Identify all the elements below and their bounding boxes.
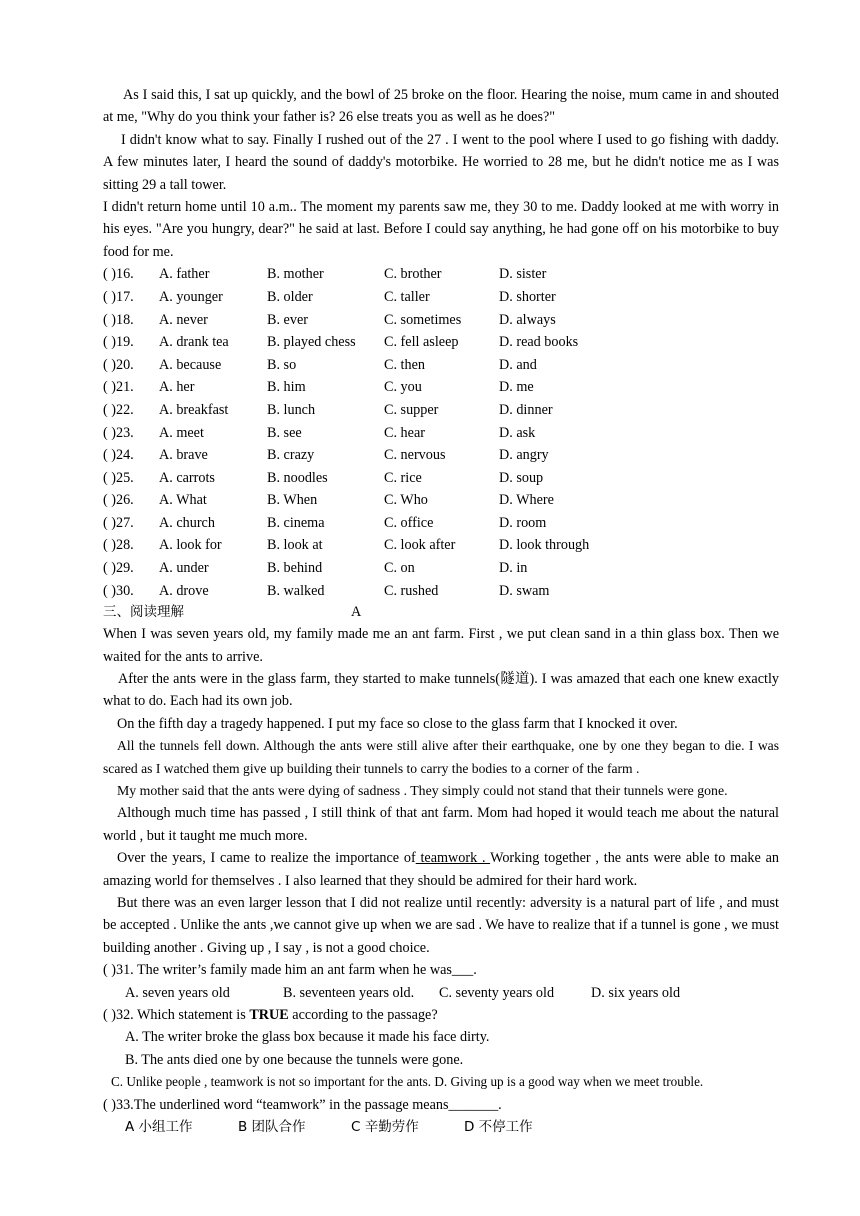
- option-b: B. seventeen years old.: [283, 984, 415, 1001]
- cloze-question: [103, 580, 779, 603]
- exam-page: [103, 84, 779, 1139]
- answer-blank[interactable]: ( )26.: [103, 492, 134, 509]
- option-b: B. When: [267, 492, 318, 509]
- option-a: A. seven years old: [125, 984, 230, 1001]
- answer-blank[interactable]: ( )19.: [103, 334, 134, 351]
- answer-blank[interactable]: ( )30.: [103, 582, 134, 599]
- option-b: B. noodles: [267, 469, 328, 486]
- option-a: A. under: [159, 560, 209, 577]
- option-a: A. drank tea: [159, 334, 229, 351]
- option-c: C. seventy years old: [439, 984, 555, 1001]
- answer-blank[interactable]: ( )27.: [103, 514, 134, 531]
- option-d: D. me: [499, 379, 534, 396]
- passage-a-paragraph: [103, 847, 779, 892]
- option-d: D. sister: [499, 266, 547, 283]
- option-d: D. in: [499, 560, 528, 577]
- cloze-paragraph-1: As I said this, I sat up quickly, and the bowl of 25 broke on the floor. Hearing the noise, mum came in and shouted at me, "Why do you think your father is? 26 else treats you as well as he does?": [103, 87, 779, 126]
- passage-a-paragraph: Although much time has passed , I still think of that ant farm. Mom had hoped it would teach me about the natural world , but it taught me much more.: [103, 805, 779, 844]
- passage-a-paragraph: My mother said that the ants were dying of sadness . They simply could not stand that their tunnels were gone.: [117, 783, 728, 798]
- option-b: B. ever: [267, 311, 308, 328]
- option-a: A. look for: [159, 537, 222, 554]
- option-d: D. swam: [499, 582, 550, 599]
- stem-text: ( )32. Which statement is: [103, 1007, 250, 1024]
- cloze-question: [103, 354, 779, 377]
- option-d: D. dinner: [499, 401, 553, 418]
- option-c: C. nervous: [384, 447, 446, 464]
- cloze-question: [103, 263, 779, 286]
- option-b: B. so: [267, 356, 297, 373]
- option-a: A. her: [159, 379, 195, 396]
- section-title: 三、阅读理解: [103, 604, 184, 621]
- question-options: [103, 1116, 779, 1138]
- cloze-question: [103, 399, 779, 422]
- question-stem: [103, 1004, 779, 1026]
- option-c-d: C. Unlike people , teamwork is not so important for the ants. D. Giving up is a good way when we meet trouble.: [111, 1074, 704, 1090]
- option-b: B. played chess: [267, 334, 356, 351]
- option-b: B. walked: [267, 582, 325, 599]
- option-a: A. father: [159, 266, 210, 283]
- option-c: C. look after: [384, 537, 456, 554]
- option-b: B. mother: [267, 266, 324, 283]
- underlined-word-teamwork: teamwork .: [415, 850, 491, 867]
- option-a: A. carrots: [159, 469, 215, 486]
- passage-a-paragraph: But there was an even larger lesson that I did not realize until recently: adversity is a natural part of life , and must be accepted . Unlike the ants ,we cannot give up when we are sad . We have to realize that if a tunnel is gone , we must building another . Giving up , I say , is not a good choice.: [103, 895, 779, 956]
- answer-blank[interactable]: ( )25.: [103, 469, 134, 486]
- option-c: C. sometimes: [384, 311, 462, 328]
- cloze-question: [103, 444, 779, 467]
- option-b: B. behind: [267, 560, 323, 577]
- answer-blank[interactable]: ( )22.: [103, 401, 134, 418]
- option-b: B. cinema: [267, 514, 325, 531]
- option-c: C. hear: [384, 424, 425, 441]
- option-a: A. younger: [159, 288, 223, 305]
- reading-question-31: [103, 959, 779, 1004]
- option-c: C. office: [384, 514, 434, 531]
- cloze-question-list: [103, 263, 779, 602]
- option-b: B. The ants died one by one because the tunnels were gone.: [125, 1051, 464, 1068]
- option-b: B. crazy: [267, 447, 315, 464]
- cloze-paragraph-3: I didn't return home until 10 a.m.. The moment my parents saw me, they 30 to me. Daddy looked at me with worry in his eyes. "Are you hungry, dear?" he said at last. Before I could say anything, he had gone off on his motorbike to buy food for me.: [103, 199, 779, 260]
- cloze-question: [103, 331, 779, 354]
- cloze-paragraph-2: I didn't know what to say. Finally I rushed out of the 27 . I went to the pool where I used to go fishing with daddy. A few minutes later, I heard the sound of daddy's motorbike. He worried to 28 me, but he didn't notice me as I was sitting 29 a tall tower.: [103, 131, 779, 193]
- answer-blank[interactable]: ( )28.: [103, 537, 134, 554]
- option-b: B. lunch: [267, 401, 316, 418]
- option-d: D. ask: [499, 424, 536, 441]
- option-c: C. supper: [384, 401, 439, 418]
- passage-label: A: [351, 604, 362, 621]
- option-d: D. angry: [499, 447, 549, 464]
- option-b: B. older: [267, 288, 313, 305]
- answer-blank[interactable]: ( )17.: [103, 288, 134, 305]
- option-d: D. shorter: [499, 288, 556, 305]
- cloze-question: [103, 512, 779, 535]
- option-b: B. him: [267, 379, 306, 396]
- option-d: D. always: [499, 311, 556, 328]
- cloze-question: [103, 308, 779, 331]
- answer-blank[interactable]: ( )29.: [103, 560, 134, 577]
- option-d: D. six years old: [591, 984, 681, 1001]
- cloze-question: [103, 534, 779, 557]
- passage-a-paragraph: When I was seven years old, my family made me an ant farm. First , we put clean sand in a thin glass box. Then we waited for the ants to arrive.: [103, 626, 779, 665]
- option-a: A. never: [159, 311, 208, 328]
- option-a: A. church: [159, 514, 215, 531]
- answer-blank[interactable]: ( )16.: [103, 266, 134, 283]
- option-a: A. The writer broke the glass box because it made his face dirty.: [125, 1029, 490, 1046]
- option-a: A. brave: [159, 447, 208, 464]
- answer-blank[interactable]: ( )24.: [103, 447, 134, 464]
- option-d: D. Where: [499, 492, 554, 509]
- option-c: C. brother: [384, 266, 442, 283]
- cloze-question: [103, 421, 779, 444]
- option-c: C. on: [384, 560, 415, 577]
- option-d: D. and: [499, 356, 537, 373]
- section-heading: [103, 602, 779, 623]
- answer-blank[interactable]: ( )21.: [103, 379, 134, 396]
- option-d: D. soup: [499, 469, 544, 486]
- option-c: C. fell asleep: [384, 334, 459, 351]
- option-a: A. drove: [159, 582, 209, 599]
- passage-a-paragraph: On the fifth day a tragedy happened. I put my face so close to the glass farm that I knocked it over.: [117, 715, 678, 732]
- option-a: A. meet: [159, 424, 204, 441]
- option-c: C. you: [384, 379, 422, 396]
- option-b: B. look at: [267, 537, 323, 554]
- stem-text: according to the passage?: [288, 1007, 438, 1024]
- option-d: D. look through: [499, 537, 590, 554]
- question-options: [103, 982, 779, 1004]
- option-c: C 辛勤劳作: [351, 1119, 419, 1136]
- option-c: C. rice: [384, 469, 422, 486]
- reading-question-33: [103, 1094, 779, 1139]
- option-a: A 小组工作: [125, 1119, 193, 1136]
- option-b: B. see: [267, 424, 302, 441]
- cloze-question: [103, 376, 779, 399]
- reading-question-32: [103, 1004, 779, 1094]
- question-stem: ( )31. The writer’s family made him an ant farm when he was___.: [103, 962, 477, 979]
- passage-a-paragraph: All the tunnels fell down. Although the ants were still alive after their earthquake, one by one they began to die. I was scared as I watched them give up building their tunnels to carry the bodies to a corner of the farm .: [103, 738, 779, 776]
- passage-a-paragraph: After the ants were in the glass farm, they started to make tunnels(隧道). I was amazed that each one knew exactly what to do. Each had its own job.: [103, 670, 779, 710]
- stem-bold-text: TRUE: [249, 1007, 289, 1024]
- option-d: D 不停工作: [464, 1119, 533, 1136]
- cloze-question: [103, 489, 779, 512]
- option-d: D. room: [499, 514, 547, 531]
- option-a: A. What: [159, 492, 207, 509]
- option-c: C. then: [384, 356, 425, 373]
- paragraph-text: Working together , the ants were able to make an amazing world for themselves . I also learned that they should be admired for their hard work.: [103, 850, 779, 889]
- cloze-question: [103, 557, 779, 580]
- paragraph-text: Over the years, I came to realize the importance of: [117, 850, 416, 867]
- answer-blank[interactable]: ( )20.: [103, 356, 134, 373]
- cloze-question: [103, 286, 779, 309]
- question-stem: ( )33.The underlined word “teamwork” in the passage means_______.: [103, 1096, 502, 1113]
- answer-blank[interactable]: ( )18.: [103, 311, 134, 328]
- option-c: C. Who: [384, 492, 428, 509]
- option-b: B 团队合作: [238, 1119, 306, 1136]
- option-a: A. breakfast: [159, 401, 229, 418]
- option-c: C. taller: [384, 288, 430, 305]
- cloze-question: [103, 467, 779, 490]
- option-c: C. rushed: [384, 582, 439, 599]
- answer-blank[interactable]: ( )23.: [103, 424, 134, 441]
- option-a: A. because: [159, 356, 222, 373]
- option-d: D. read books: [499, 334, 579, 351]
